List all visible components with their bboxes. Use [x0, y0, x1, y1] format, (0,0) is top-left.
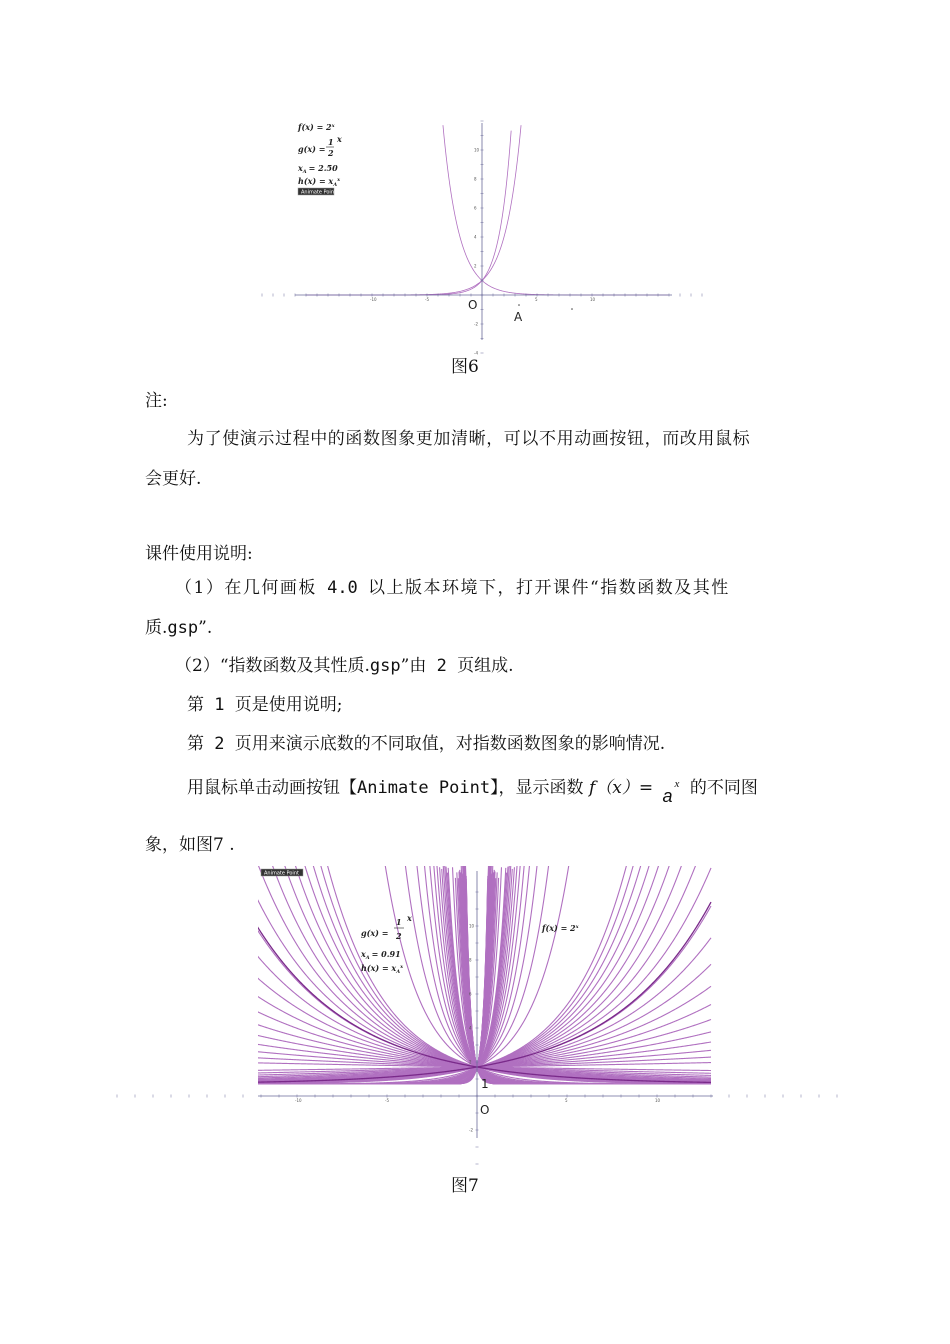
instruction-last-line: 象，如图7 .	[145, 835, 235, 855]
note-body-line-1: 为了使演示过程中的函数图象更加清晰，可以不用动画按钮，而改用鼠标	[187, 429, 751, 449]
exp-curve	[243, 865, 520, 1084]
origin-label: O	[468, 298, 478, 312]
h-curve	[306, 131, 511, 295]
exp-curve	[434, 865, 711, 1084]
x-tick-label: 10	[655, 1098, 661, 1103]
g-numerator: 1	[396, 917, 402, 927]
g-label: g(x) =	[298, 144, 326, 154]
y-tick-label: 8	[469, 957, 472, 963]
exp-curve	[465, 864, 711, 1084]
svg-text:Animate Point: Animate Point	[301, 189, 336, 196]
y-tick-label: 6	[469, 991, 472, 997]
x-tick-label: -10	[370, 297, 377, 302]
y-tick-label: 8	[474, 176, 477, 182]
f-label: $f(x) = 2^x$	[298, 122, 335, 132]
x-tick-label: 5	[565, 1098, 568, 1103]
figure-6-caption: 图6	[451, 357, 479, 377]
x-tick-label: -5	[425, 297, 429, 302]
instruction-item-1-line-1: （1）在几何画板 4.0 以上版本环境下，打开课件“指数函数及其性	[175, 578, 730, 598]
g-exponent: x	[337, 134, 342, 144]
instructions-heading: 课件使用说明:	[145, 544, 253, 564]
y-tick-label: -4	[474, 350, 478, 356]
figure-6-curves	[306, 125, 668, 295]
h-label: $h(x) = x_A^x$	[361, 963, 404, 975]
note-heading: 注:	[145, 391, 168, 411]
instruction-click-line: 用鼠标单击动画按钮【Animate Point】，显示函数 f（x）= a x 的不同图	[187, 778, 758, 806]
y-tick-label: 10	[469, 923, 475, 929]
x-tick-label: -5	[385, 1098, 389, 1103]
g-label: g(x) =	[361, 928, 389, 938]
x-tick-label: -10	[295, 1098, 302, 1103]
animate-point-button[interactable]	[298, 188, 336, 196]
instruction-item-1-line-2: 质.gsp”.	[145, 618, 213, 638]
exp-curve	[243, 864, 489, 1084]
f-label: $f(x) = 2^x$	[542, 923, 579, 933]
y-tick-label: 10	[474, 147, 480, 153]
g-exponent: x	[407, 913, 412, 923]
xa-label: $x_A = 2.50$	[298, 163, 338, 175]
one-label: 1	[481, 1077, 489, 1091]
y-tick-label: -2	[469, 1127, 473, 1133]
g-denominator: 2	[396, 931, 402, 941]
x-tick-label: 10	[590, 297, 596, 302]
g-numerator: 1	[328, 137, 334, 147]
origin-label: O	[480, 1103, 490, 1117]
xa-label: $x_A = 0.91$	[361, 949, 401, 961]
point-a-label: A	[514, 310, 523, 324]
figure-7-caption: 图7	[451, 1176, 479, 1196]
figure-7-graph	[258, 866, 713, 1141]
x-tick-label: 5	[535, 297, 538, 302]
note-body-line-2: 会更好.	[145, 469, 202, 489]
figure-6-graph	[290, 118, 675, 356]
instruction-page-2: 第 2 页用来演示底数的不同取值，对指数函数图象的影响情况.	[187, 734, 666, 754]
y-tick-label: 2	[474, 263, 477, 269]
h-label: $h(x) = x_A^x$	[298, 176, 341, 188]
y-tick-label: 6	[474, 205, 477, 211]
animate-point-button[interactable]	[261, 869, 303, 877]
y-tick-label: -2	[474, 321, 478, 327]
y-tick-label: 4	[469, 1025, 472, 1031]
svg-text:Animate Point: Animate Point	[264, 870, 299, 877]
y-tick-label: 2	[469, 1059, 472, 1065]
instruction-item-2: （2）“指数函数及其性质.gsp”由 2 页组成.	[175, 656, 514, 676]
instruction-page-1: 第 1 页是使用说明;	[187, 695, 343, 715]
y-tick-label: 4	[474, 234, 477, 240]
g-denominator: 2	[328, 148, 334, 158]
